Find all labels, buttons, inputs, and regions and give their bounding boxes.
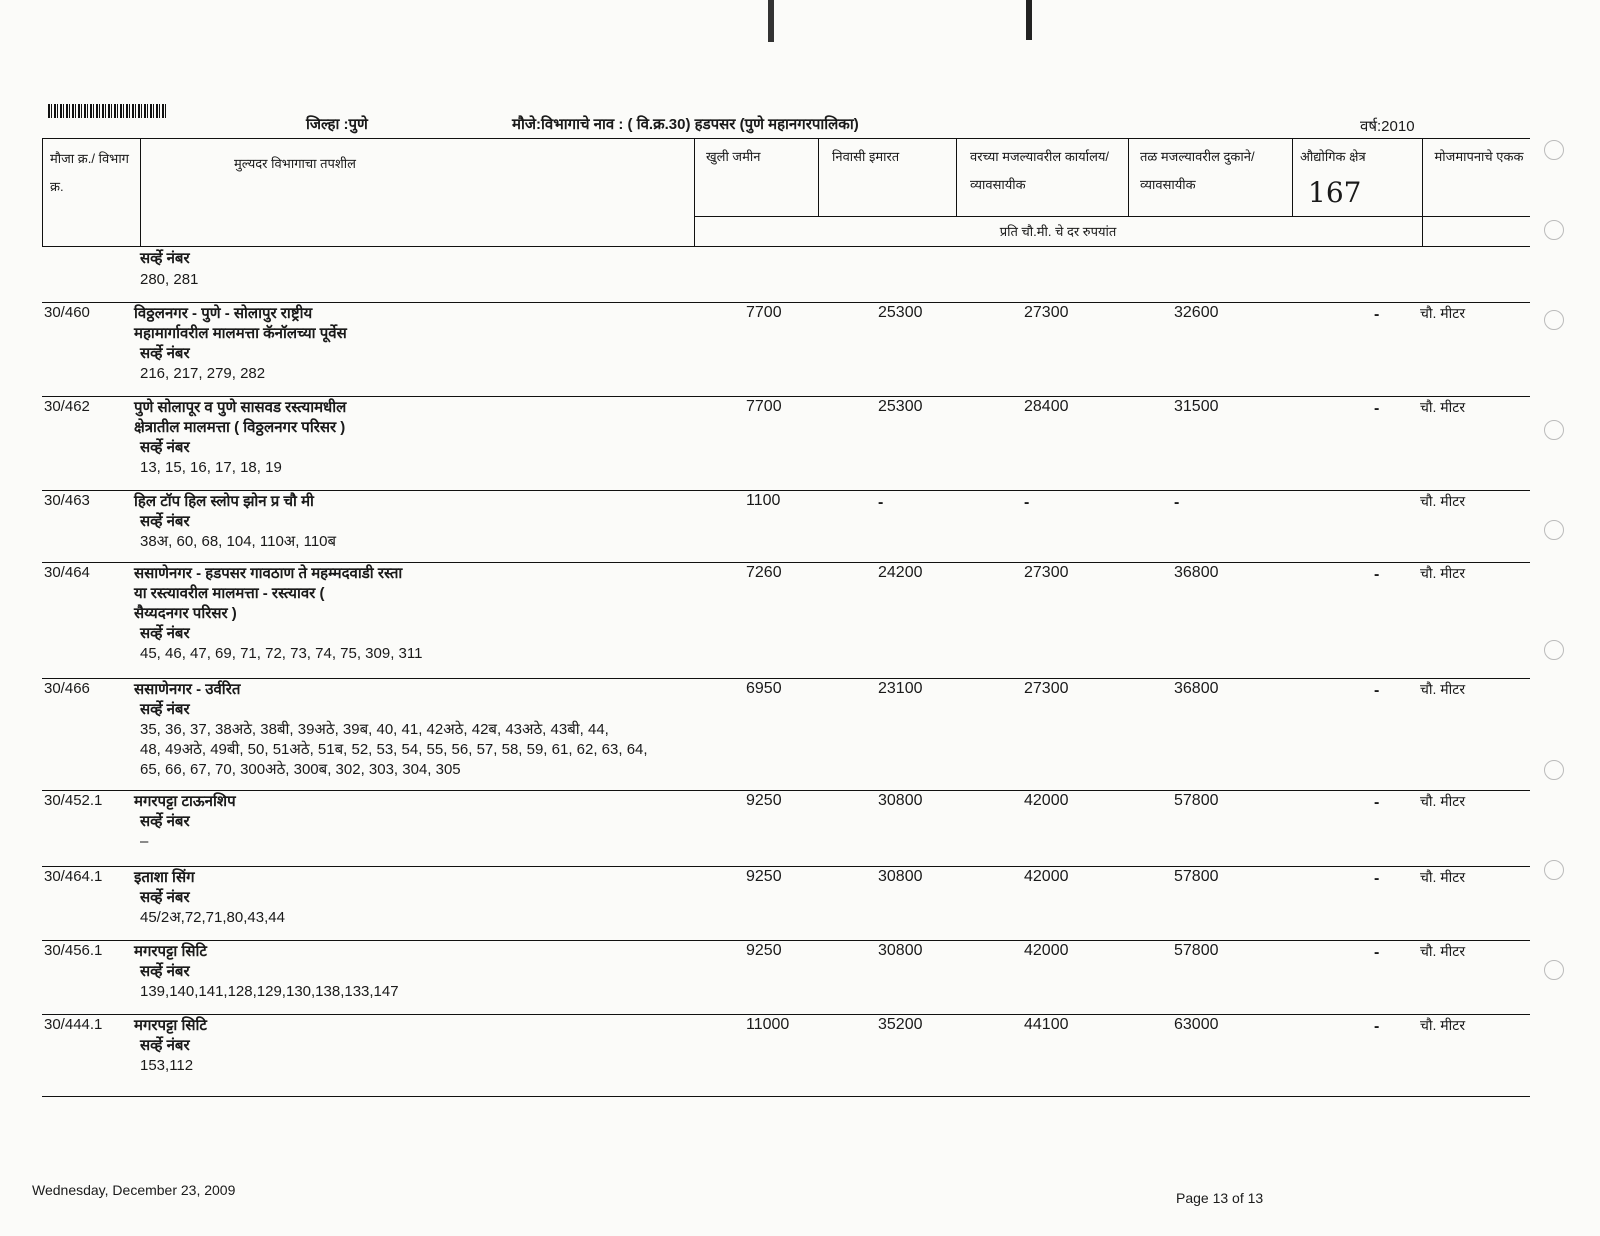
rate-shops: 57800 bbox=[1174, 942, 1219, 959]
rate-open-land: 7260 bbox=[746, 564, 782, 581]
rate-shops: 57800 bbox=[1174, 868, 1219, 885]
rate-residential: 30800 bbox=[878, 868, 923, 885]
page-stamp-number: 167 bbox=[1308, 176, 1362, 209]
row-code: 30/464 bbox=[44, 564, 90, 581]
footer-page-number: Page 13 of 13 bbox=[1176, 1190, 1264, 1206]
row-divider bbox=[42, 562, 1530, 563]
col-divider bbox=[1292, 138, 1293, 216]
punch-hole bbox=[1544, 860, 1564, 880]
survey-label: सर्व्हे नंबर bbox=[140, 1037, 190, 1054]
rate-industrial: - bbox=[1374, 944, 1380, 961]
rate-residential: 25300 bbox=[878, 398, 923, 415]
survey-numbers: 38अ, 60, 68, 104, 110अ, 110ब bbox=[140, 533, 337, 550]
survey-label: सर्व्हे नंबर bbox=[140, 963, 190, 980]
col-divider bbox=[818, 138, 819, 216]
rate-office: 27300 bbox=[1024, 564, 1069, 581]
measurement-unit: चौ. मीटर bbox=[1420, 943, 1466, 959]
rate-industrial: - bbox=[1374, 306, 1380, 323]
survey-numbers: 48, 49अठे, 49बी, 50, 51अठे, 51ब, 52, 53, 54, 55, 56, 57, 58, 59, 61, 62, 63, 64, bbox=[140, 741, 648, 758]
row-description bbox=[134, 304, 714, 384]
measurement-unit: चौ. मीटर bbox=[1420, 1017, 1466, 1033]
row-description bbox=[134, 942, 714, 1002]
row-title-line: हिल टॉप हिल स्लोप झोन प्र चौ मी bbox=[134, 493, 314, 510]
rate-residential: 30800 bbox=[878, 792, 923, 809]
col-divider bbox=[956, 138, 957, 216]
row-code: 30/444.1 bbox=[44, 1016, 103, 1033]
rate-shops: 57800 bbox=[1174, 792, 1219, 809]
measurement-unit: चौ. मीटर bbox=[1420, 493, 1466, 509]
survey-numbers: 35, 36, 37, 38अठे, 38बी, 39अठे, 39ब, 40, 41, 42अठे, 42ब, 43अठे, 43बी, 44, bbox=[140, 721, 609, 738]
rate-industrial: - bbox=[1374, 400, 1380, 417]
row-title-line: ससाणेनगर - हडपसर गावठाण ते महम्मदवाडी रस्ता bbox=[134, 565, 403, 582]
row-code: 30/452.1 bbox=[44, 792, 103, 809]
barcode bbox=[48, 104, 166, 118]
punch-hole bbox=[1544, 520, 1564, 540]
footer-date: Wednesday, December 23, 2009 bbox=[32, 1182, 236, 1198]
row-description bbox=[134, 680, 714, 780]
row-title-line: इताशा सिंग bbox=[134, 869, 195, 886]
survey-numbers: 216, 217, 279, 282 bbox=[140, 365, 266, 382]
rate-industrial: - bbox=[1374, 682, 1380, 699]
rate-note: प्रति चौ.मी. चे दर रुपयांत bbox=[999, 224, 1117, 239]
rate-office: 27300 bbox=[1024, 680, 1069, 697]
rate-open-land: 9250 bbox=[746, 868, 782, 885]
row-title-line: महामार्गावरील मालमत्ता कॅनॉलच्या पूर्वेस bbox=[134, 325, 347, 342]
rate-office: 42000 bbox=[1024, 942, 1069, 959]
row-description bbox=[134, 792, 714, 852]
survey-label: सर्व्हे नंबर bbox=[140, 625, 190, 642]
rate-open-land: 7700 bbox=[746, 304, 782, 321]
row-divider bbox=[42, 678, 1530, 679]
survey-numbers: 280, 281 bbox=[140, 271, 199, 288]
scan-mark bbox=[768, 0, 774, 42]
rate-office: 28400 bbox=[1024, 398, 1069, 415]
row-title-line: सैय्यदनगर परिसर ) bbox=[134, 605, 237, 622]
row-description bbox=[134, 398, 714, 478]
year-label: वर्ष:2010 bbox=[1360, 118, 1415, 135]
row-description bbox=[134, 868, 714, 928]
survey-numbers: 45, 46, 47, 69, 71, 72, 73, 74, 75, 309, 311 bbox=[140, 645, 423, 662]
survey-numbers: 139,140,141,128,129,130,138,133,147 bbox=[140, 983, 399, 1000]
row-code: 30/462 bbox=[44, 398, 90, 415]
rate-shops: - bbox=[1174, 494, 1180, 511]
rate-open-land: 7700 bbox=[746, 398, 782, 415]
rate-shops: 36800 bbox=[1174, 680, 1219, 697]
col-divider bbox=[140, 138, 141, 246]
rate-open-land: 6950 bbox=[746, 680, 782, 697]
row-title-line: ससाणेनगर - उर्वरित bbox=[134, 681, 241, 698]
survey-label: सर्व्हे नंबर bbox=[140, 345, 190, 362]
col-header-details: मुल्यदर विभागाचा तपशील bbox=[234, 156, 356, 171]
row-code: 30/460 bbox=[44, 304, 90, 321]
survey-label: सर्व्हे नंबर bbox=[140, 250, 190, 267]
row-description bbox=[134, 492, 714, 552]
col-header-shops: तळ मजल्यावरील दुकाने/ व्यावसायीक bbox=[1140, 149, 1255, 192]
survey-numbers: 13, 15, 16, 17, 18, 19 bbox=[140, 459, 282, 476]
survey-label: सर्व्हे नंबर bbox=[140, 439, 190, 456]
rate-residential: 25300 bbox=[878, 304, 923, 321]
row-code: 30/466 bbox=[44, 680, 90, 697]
row-title-line: या रस्त्यावरील मालमत्ता - रस्त्यावर ( bbox=[134, 585, 325, 602]
col-header-open-land: खुली जमीन bbox=[706, 149, 761, 164]
survey-label: सर्व्हे नंबर bbox=[140, 889, 190, 906]
punch-hole bbox=[1544, 420, 1564, 440]
rate-office: 44100 bbox=[1024, 1016, 1069, 1033]
survey-numbers: 65, 66, 67, 70, 300अठे, 300ब, 302, 303, 304, 305 bbox=[140, 761, 461, 778]
punch-hole bbox=[1544, 140, 1564, 160]
punch-hole bbox=[1544, 640, 1564, 660]
rate-industrial: - bbox=[1374, 566, 1380, 583]
rate-industrial: - bbox=[1374, 1018, 1380, 1035]
measurement-unit: चौ. मीटर bbox=[1420, 305, 1466, 321]
col-divider bbox=[42, 138, 43, 246]
col-header-unit: मोजमापनाचे एकक bbox=[1434, 149, 1524, 164]
row-title-line: पुणे सोलापूर व पुणे सासवड रस्त्यामधील bbox=[134, 399, 347, 416]
rate-shops: 31500 bbox=[1174, 398, 1219, 415]
rate-shops: 32600 bbox=[1174, 304, 1219, 321]
rate-open-land: 9250 bbox=[746, 942, 782, 959]
rate-office: 42000 bbox=[1024, 868, 1069, 885]
rate-shops: 36800 bbox=[1174, 564, 1219, 581]
rate-industrial: - bbox=[1374, 794, 1380, 811]
col-header-code: मौजा क्र./ विभाग क्र. bbox=[50, 151, 130, 194]
rate-office: - bbox=[1024, 494, 1030, 511]
row-divider bbox=[42, 940, 1530, 941]
survey-label: सर्व्हे नंबर bbox=[140, 513, 190, 530]
row-divider bbox=[42, 490, 1530, 491]
rate-office: 42000 bbox=[1024, 792, 1069, 809]
rate-shops: 63000 bbox=[1174, 1016, 1219, 1033]
punch-hole bbox=[1544, 760, 1564, 780]
col-divider bbox=[1422, 138, 1423, 246]
row-description bbox=[134, 564, 714, 664]
row-code: 30/464.1 bbox=[44, 868, 103, 885]
row-title-line: मगरपट्टा सिटि bbox=[134, 943, 207, 960]
row-title-line: मगरपट्टा सिटि bbox=[134, 1017, 207, 1034]
punch-hole bbox=[1544, 960, 1564, 980]
carryover-survey bbox=[134, 248, 198, 290]
table-top-border bbox=[42, 138, 1530, 139]
measurement-unit: चौ. मीटर bbox=[1420, 681, 1466, 697]
table-header-divider bbox=[694, 216, 1530, 217]
row-divider bbox=[42, 302, 1530, 303]
measurement-unit: चौ. मीटर bbox=[1420, 399, 1466, 415]
rate-office: 27300 bbox=[1024, 304, 1069, 321]
row-divider bbox=[42, 790, 1530, 791]
rate-residential: 30800 bbox=[878, 942, 923, 959]
measurement-unit: चौ. मीटर bbox=[1420, 565, 1466, 581]
row-divider bbox=[42, 396, 1530, 397]
punch-hole bbox=[1544, 310, 1564, 330]
row-title-line: क्षेत्रातील मालमत्ता ( विठ्ठलनगर परिसर ) bbox=[134, 419, 346, 436]
survey-numbers: 153,112 bbox=[140, 1057, 194, 1074]
survey-label: सर्व्हे नंबर bbox=[140, 813, 190, 830]
col-header-industrial: औद्योगिक क्षेत्र bbox=[1300, 149, 1366, 164]
row-title-line: विठ्ठलनगर - पुणे - सोलापुर राष्ट्रीय bbox=[134, 305, 313, 322]
col-header-residential: निवासी इमारत bbox=[832, 149, 900, 164]
measurement-unit: चौ. मीटर bbox=[1420, 869, 1466, 885]
village-title: मौजे:विभागाचे नाव : ( वि.क्र.30) हडपसर (पुणे महानगरपालिका) bbox=[512, 116, 859, 133]
survey-numbers: – bbox=[140, 833, 149, 850]
row-code: 30/456.1 bbox=[44, 942, 103, 959]
row-divider bbox=[42, 866, 1530, 867]
measurement-unit: चौ. मीटर bbox=[1420, 793, 1466, 809]
rate-residential: - bbox=[878, 494, 884, 511]
survey-label: सर्व्हे नंबर bbox=[140, 701, 190, 718]
rate-residential: 35200 bbox=[878, 1016, 923, 1033]
rate-industrial: - bbox=[1374, 870, 1380, 887]
table-header-bottom-border bbox=[42, 246, 1530, 247]
col-divider bbox=[1128, 138, 1129, 216]
col-header-office: वरच्या मजल्यावरील कार्यालय/ व्यावसायीक bbox=[970, 149, 1110, 192]
table-bottom-border bbox=[42, 1096, 1530, 1097]
rate-open-land: 9250 bbox=[746, 792, 782, 809]
scan-mark bbox=[1026, 0, 1032, 40]
row-title-line: मगरपट्टा टाऊनशिप bbox=[134, 793, 236, 810]
rate-open-land: 1100 bbox=[746, 492, 781, 509]
row-divider bbox=[42, 1014, 1530, 1015]
row-description bbox=[134, 1016, 714, 1076]
rate-open-land: 11000 bbox=[746, 1016, 790, 1033]
row-code: 30/463 bbox=[44, 492, 90, 509]
district-label: जिल्हा :पुणे bbox=[306, 116, 368, 133]
rate-residential: 24200 bbox=[878, 564, 923, 581]
survey-numbers: 45/2अ,72,71,80,43,44 bbox=[140, 909, 285, 926]
punch-hole bbox=[1544, 220, 1564, 240]
rate-residential: 23100 bbox=[878, 680, 923, 697]
